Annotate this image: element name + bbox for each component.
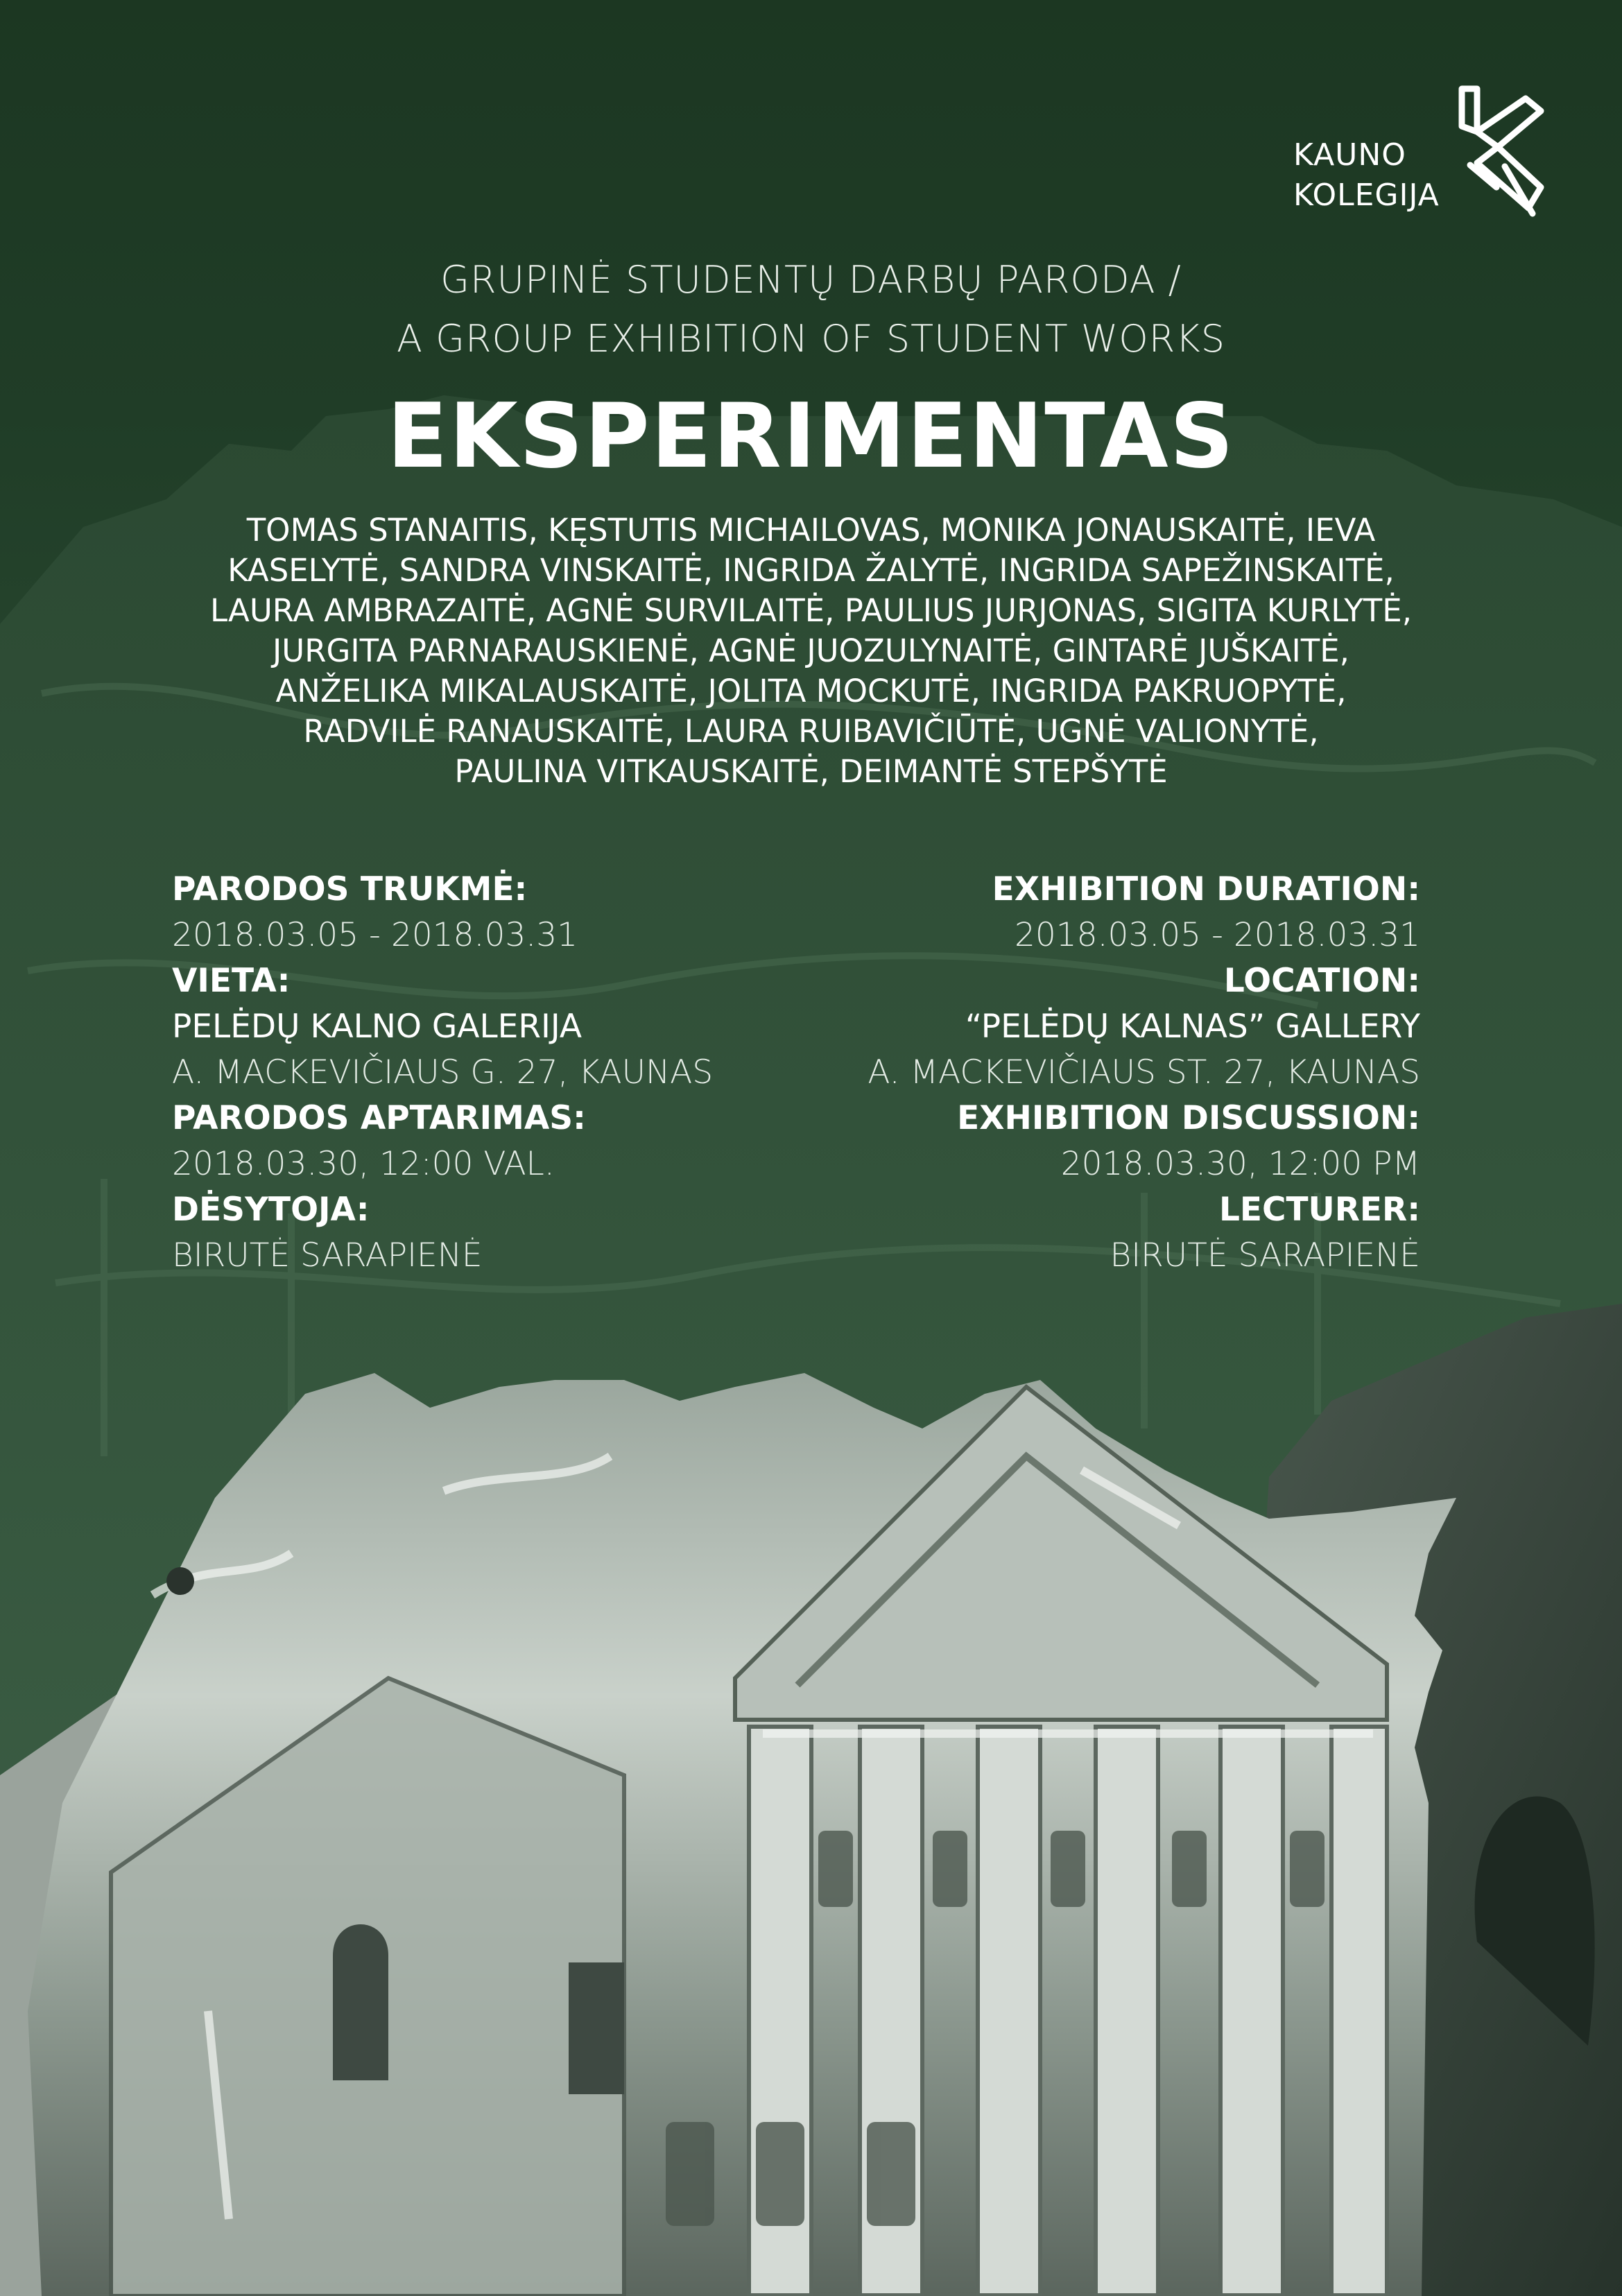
location-address-lt: A. MACKEVIČIAUS G. 27, KAUNAS xyxy=(172,1053,714,1091)
participants-line: KASELYTĖ, SANDRA VINSKAITĖ, INGRIDA ŽALYTĖ, INGRIDA SAPEŽINSKAITĖ, xyxy=(227,552,1395,589)
lecturer-value-lt: BIRUTĖ SARAPIENĖ xyxy=(172,1236,483,1275)
subtitle-lt: GRUPINĖ STUDENTŲ DARBŲ PARODA / xyxy=(440,258,1182,302)
info-english xyxy=(852,867,1420,1279)
logo-text xyxy=(1293,135,1440,216)
logo-line-1: KAUNO xyxy=(1293,137,1406,173)
lecturer-label-en: LECTURER: xyxy=(1218,1191,1420,1229)
duration-label-en: EXHIBITION DURATION: xyxy=(992,870,1420,908)
location-name-en: “PELĖDŲ KALNAS” GALLERY xyxy=(965,1008,1420,1046)
info-lithuanian xyxy=(172,867,741,1279)
discussion-label-lt: PARODOS APTARIMAS: xyxy=(172,1099,586,1137)
location-address-en: A. MACKEVIČIAUS ST. 27, KAUNAS xyxy=(868,1053,1420,1091)
participants-line: ANŽELIKA MIKALAUSKAITĖ, JOLITA MOCKUTĖ, INGRIDA PAKRUOPYTĖ, xyxy=(275,673,1347,709)
participants-line: TOMAS STANAITIS, KĘSTUTIS MICHAILOVAS, MONIKA JONAUSKAITĖ, IEVA xyxy=(246,512,1376,549)
discussion-value-lt: 2018.03.30, 12:00 VAL. xyxy=(172,1145,555,1183)
logo-line-2: KOLEGIJA xyxy=(1293,178,1440,213)
subtitle-en: A GROUP EXHIBITION OF STUDENT WORKS xyxy=(397,317,1225,361)
lecturer-label-lt: DĖSYTOJA: xyxy=(172,1191,370,1229)
lecturer-value-en: BIRUTĖ SARAPIENĖ xyxy=(1110,1236,1420,1275)
kauno-kolegija-logo xyxy=(1293,83,1543,229)
participants-line: RADVILĖ RANAUSKAITĖ, LAURA RUIBAVIČIŪTĖ, UGNĖ VALIONYTĖ, xyxy=(303,713,1319,750)
location-name-lt: PELĖDŲ KALNO GALERIJA xyxy=(172,1008,583,1046)
duration-label-lt: PARODOS TRUKMĖ: xyxy=(172,870,528,908)
duration-value-lt: 2018.03.05 - 2018.03.31 xyxy=(172,916,578,954)
participants-line: LAURA AMBRAZAITĖ, AGNĖ SURVILAITĖ, PAULIUS JURJONAS, SIGITA KURLYTĖ, xyxy=(209,592,1413,629)
participants-list xyxy=(139,510,1483,792)
discussion-value-en: 2018.03.30, 12:00 PM xyxy=(1060,1145,1420,1183)
location-label-lt: VIETA: xyxy=(172,962,291,1000)
location-label-en: LOCATION: xyxy=(1223,962,1420,1000)
duration-value-en: 2018.03.05 - 2018.03.31 xyxy=(1014,916,1420,954)
participants-line: PAULINA VITKAUSKAITĖ, DEIMANTĖ STEPŠYTĖ xyxy=(454,753,1168,790)
discussion-label-en: EXHIBITION DISCUSSION: xyxy=(957,1099,1420,1137)
participants-line: JURGITA PARNARAUSKIENĖ, AGNĖ JUOZULYNAITĖ, GINTARĖ JUŠKAITĖ, xyxy=(273,632,1349,669)
k-logo-icon xyxy=(1456,83,1546,222)
exhibition-title: EKSPERIMENTAS xyxy=(387,385,1235,488)
